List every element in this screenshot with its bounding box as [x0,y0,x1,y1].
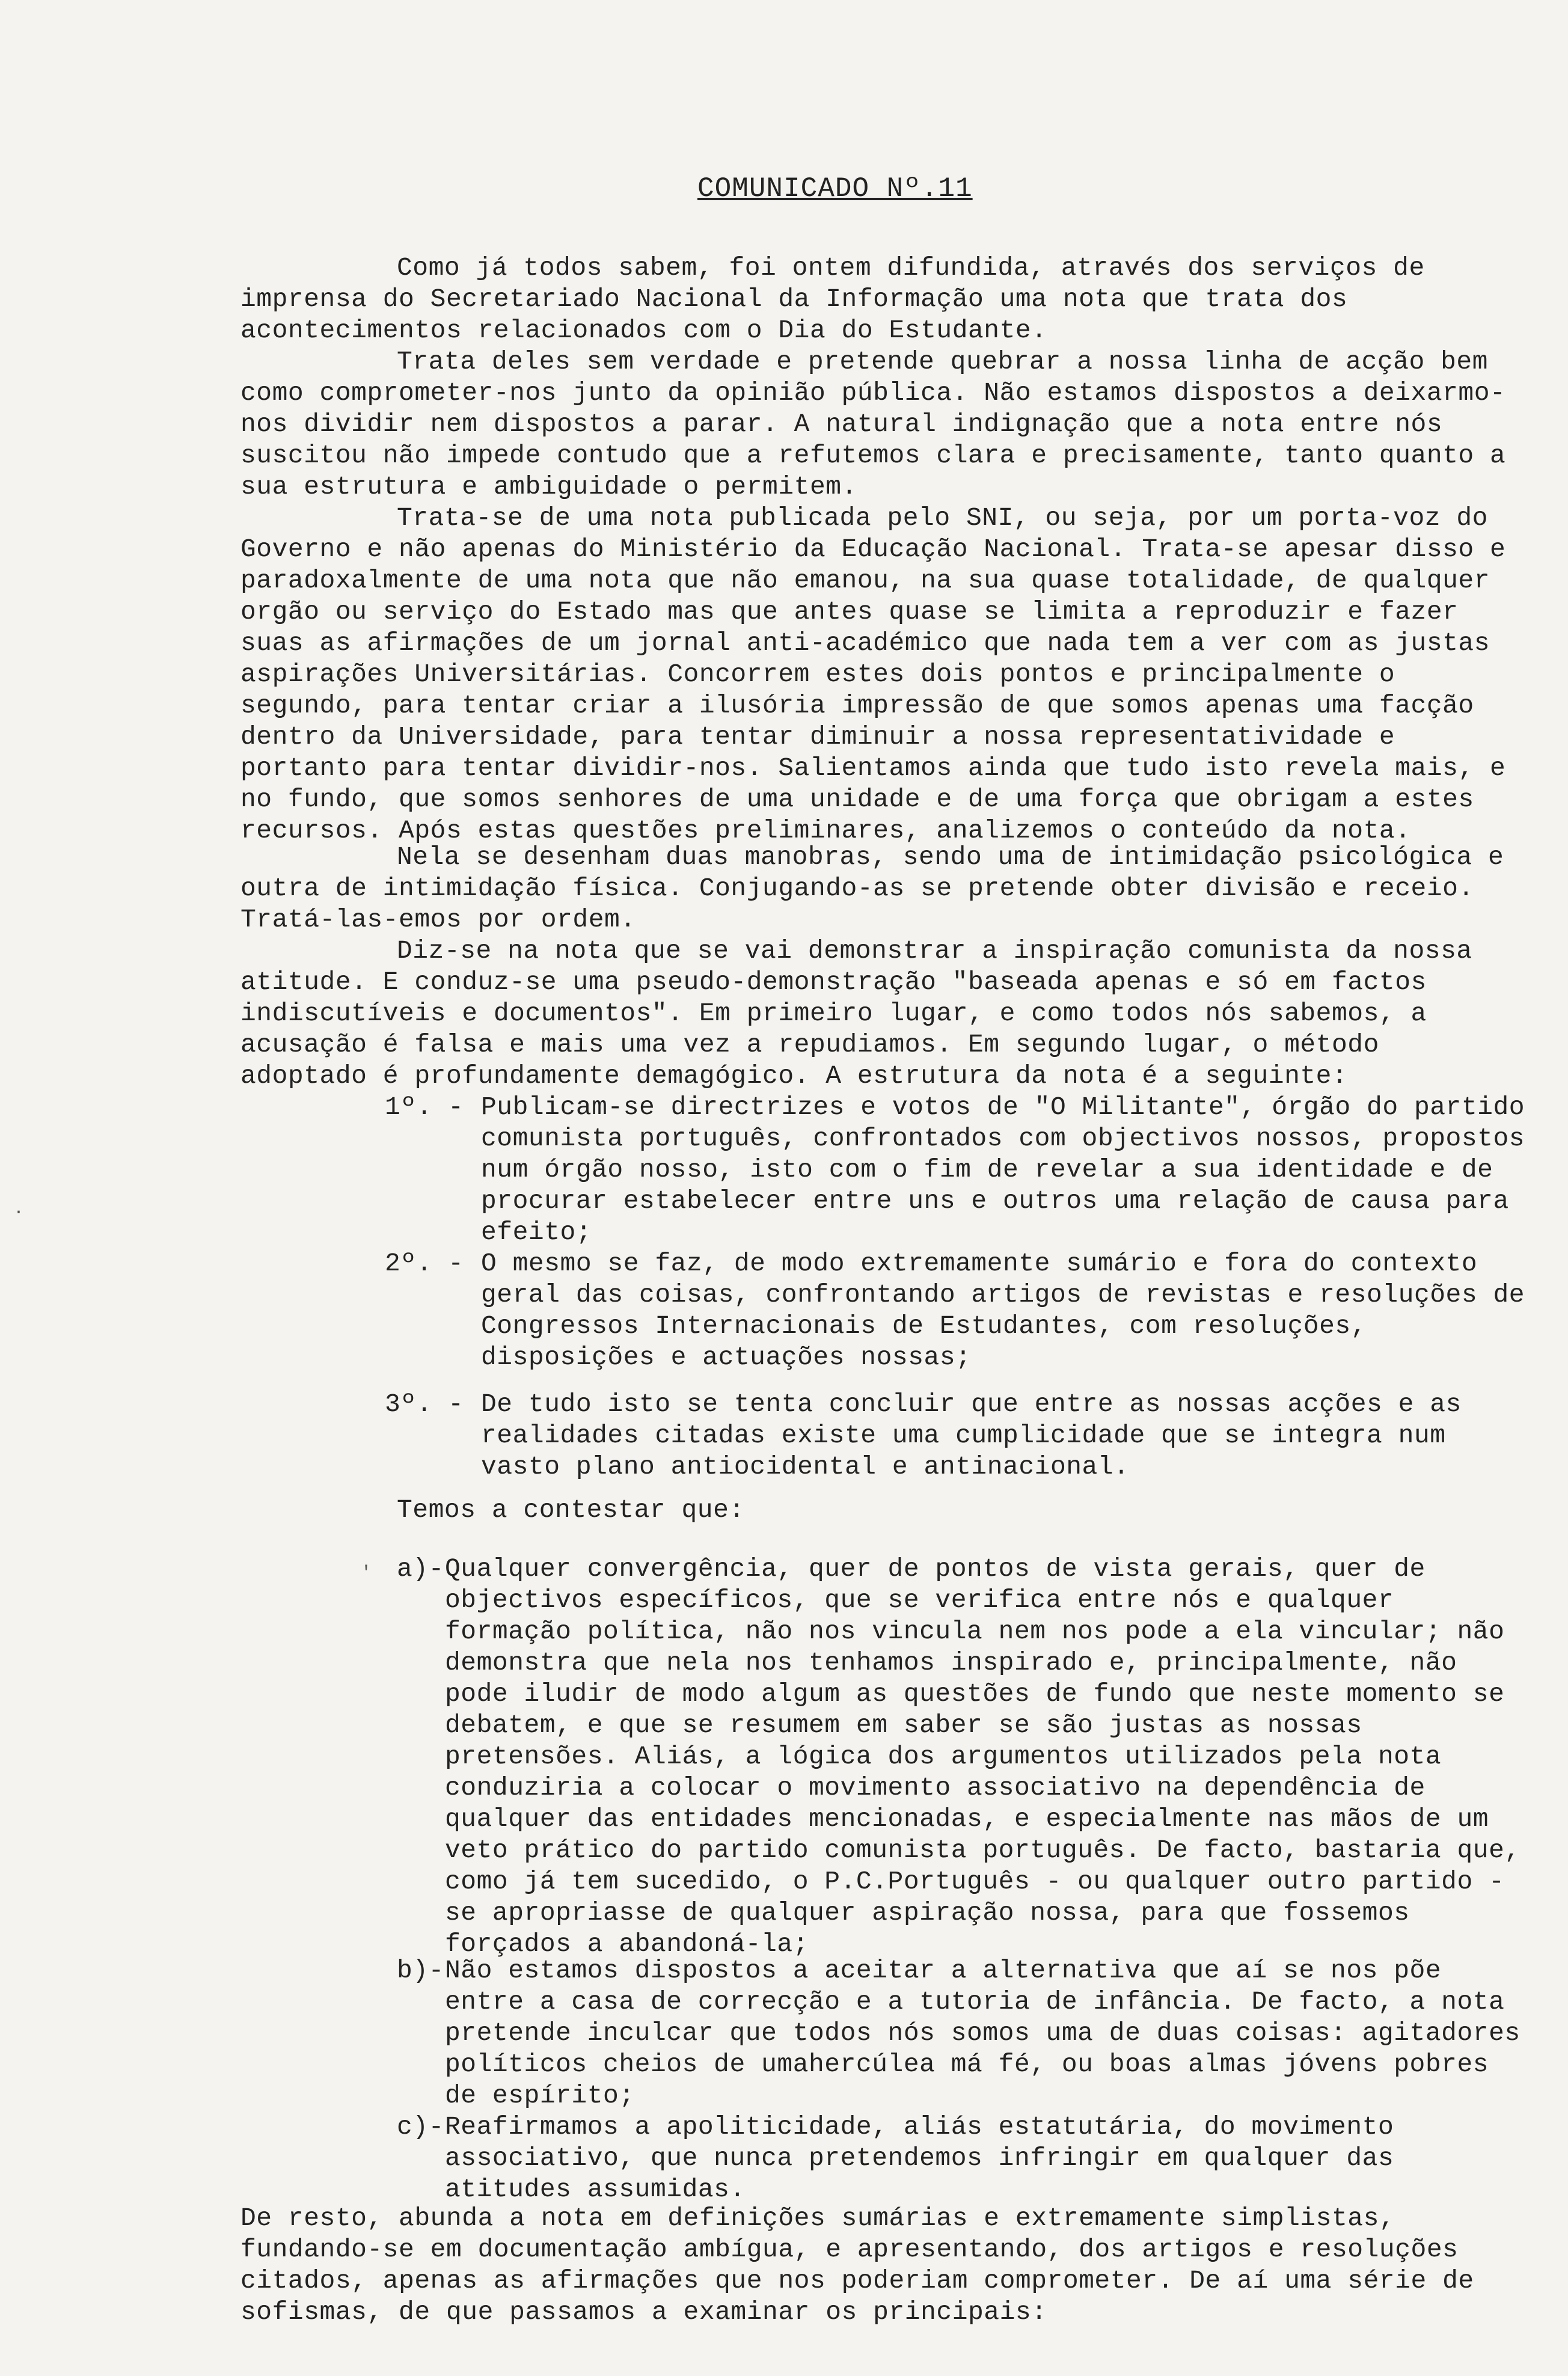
document-title: COMUNICADO Nº.11 [697,173,973,204]
numbered-item-text: De tudo isto se tenta concluir que entre as nossas acções e as realidades citadas existe uma cumplicidade que se integra num vasto plano antiocidental e antinacional. [481,1389,1462,1481]
lettered-item-text: Reafirmamos a apoliticidade, aliás estatutária, do movimento associativo, que nunca pretendemos infringir em qualquer das atitudes assumidas. [445,2112,1394,2204]
margin-tick-mark: · [13,1202,25,1223]
closing-paragraph: De resto, abunda a nota em definições sumárias e extremamente simplistas, fundando-se em documentação ambígua, e apresentando, dos artigos e resoluções citados, apenas as afirmações que nos poderiam comprometer. De aí uma série de sofismas, de que passamos a examinar os principais: [240,2203,1474,2327]
numbered-item-1 [385,1092,1527,1248]
lettered-item-text: Qualquer convergência, quer de pontos de vista gerais, quer de objectivos específicos, que se verifica entre nós e qualquer formação política, não nos vincula nem nos pode a ela vincular; não demonstra que nela nos tenhamos inspirado e, principalmente, não pode iludir de modo algum as questões de fundo que neste momento se debatem, e que se resumem em saber se são justas as nossas pretensões. Aliás, a lógica dos argumentos utilizados pela nota conduziria a colocar o movimento associativo na dependência de qualquer das entidades mencionadas, e especialmente nas mãos de um veto prático do partido comunista português. De facto, bastaria que, como já tem sucedido, o P.C.Português - ou qualquer outro partido - se apropriasse de qualquer aspiração nossa, para que fossemos forçados a abandoná-la; [445,1554,1521,1959]
contest-intro: Temos a contestar que: [397,1495,745,1525]
numbered-item-mark: 2º. - [385,1249,464,1278]
paragraph-5: Diz-se na nota que se vai demonstrar a inspiração comunista da nossa atitude. E conduz-se uma pseudo-demonstração "baseada apenas e só em factos indiscutíveis e documentos". Em primeiro lugar, e como todos nós sabemos, a acusação é falsa e mais uma vez a repudiamos. Em segundo lugar, o método adoptado é profundamente demagógico. A estrutura da nota é a seguinte: [240,936,1472,1091]
numbered-item-mark: 1º. - [385,1092,464,1122]
lettered-item-b [397,1955,1527,2110]
paragraph-2: Trata deles sem verdade e pretende quebrar a nossa linha de acção bem como comprometer-nos junto da opinião pública. Não estamos dispostos a deixarmo-nos dividir nem dispostos a parar. A natural indignação que a nota entre nós suscitou não impede contudo que a refutemos clara e precisamente, tanto quanto a sua estrutura e ambiguidade o permitem. [240,347,1506,501]
numbered-item-text: Publicam-se directrizes e votos de "O Militante", órgão do partido comunista português, confrontados com objectivos nossos, propostos num órgão nosso, isto com o fim de revelar a sua identidade e de procurar estabelecer entre uns e outros uma relação de causa para efeito; [481,1092,1525,1247]
numbered-item-3 [385,1389,1527,1485]
numbered-item-text: O mesmo se faz, de modo extremamente sumário e fora do contexto geral das coisas, confrontando artigos de revistas e resoluções de Congressos Internacionais de Estudantes, com resoluções, disposições e actuações nossas; [481,1249,1525,1372]
lettered-item-c [397,2111,1527,2208]
lettered-item-a [397,1554,1527,1959]
lettered-item-mark: c)- [397,2112,444,2142]
margin-tick-mark: ' [361,1563,372,1584]
lettered-item-text: Não estamos dispostos a aceitar a alternativa que aí se nos põe entre a casa de correcção e a tutoria de infância. De facto, a nota pretende inculcar que todos nós somos uma de duas coisas: agitadores políticos cheios de umahercúlea má fé, ou boas almas jóvens pobres de espírito; [445,1956,1521,2110]
numbered-item-2 [385,1248,1527,1374]
lettered-item-mark: b)- [397,1956,444,1985]
paragraph-1: Como já todos sabem, foi ontem difundida, através dos serviços de imprensa do Secretariado Nacional da Informação uma nota que trata dos acontecimentos relacionados com o Dia do Estudante. [240,253,1425,345]
lettered-item-mark: a)- [397,1554,444,1584]
paragraph-3: Trata-se de uma nota publicada pelo SNI, ou seja, por um porta-voz do Governo e não apenas do Ministério da Educação Nacional. Trata-se apesar disso e paradoxalmente de uma nota que não emanou, na sua quase totalidade, de qualquer orgão ou serviço do Estado mas que antes quase se limita a reproduzir e fazer suas as afirmações de um jornal anti-académico que nada tem a ver com as justas aspirações Universitárias. Concorrem estes dois pontos e principalmente o segundo, para tentar criar a ilusória impressão de que somos apenas uma facção dentro da Universidade, para tentar diminuir a nossa representatividade e portanto para tentar dividir-nos. Salientamos ainda que tudo isto revela mais, e no fundo, que somos senhores de uma unidade e de uma força que obrigam a estes recursos. Após estas questões preliminares, analizemos o conteúdo da nota. [240,503,1506,845]
numbered-item-mark: 3º. - [385,1389,464,1419]
paragraph-4: Nela se desenham duas manobras, sendo uma de intimidação psicológica e outra de intimidação física. Conjugando-as se pretende obter divisão e receio. Tratá-las-emos por ordem. [240,842,1504,934]
